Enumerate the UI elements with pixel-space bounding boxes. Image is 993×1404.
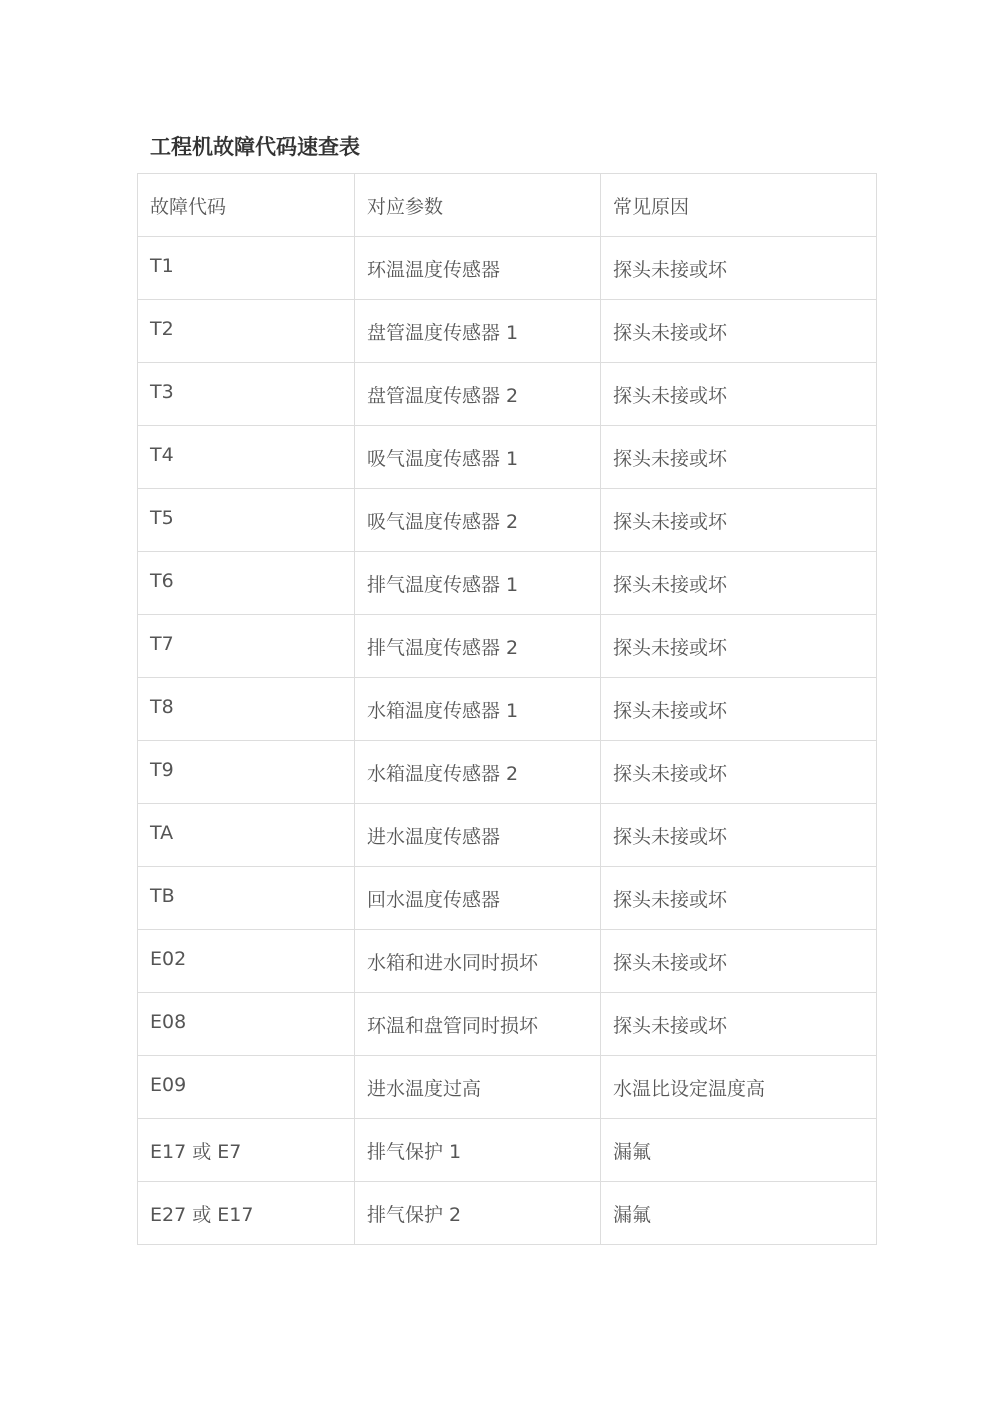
parameter-cell: 进水温度传感器 (355, 804, 601, 867)
parameter-cell: 水箱温度传感器 2 (355, 741, 601, 804)
cause-cell: 探头未接或坏 (601, 363, 877, 426)
parameter-cell: 进水温度过高 (355, 1056, 601, 1119)
cause-cell: 探头未接或坏 (601, 615, 877, 678)
parameter-cell: 水箱温度传感器 1 (355, 678, 601, 741)
document-title: 工程机故障代码速查表 (150, 135, 360, 159)
cause-cell: 探头未接或坏 (601, 237, 877, 300)
parameter-cell: 排气温度传感器 2 (355, 615, 601, 678)
fault-code-table (137, 173, 877, 1245)
table-row (138, 300, 877, 363)
cause-cell: 探头未接或坏 (601, 741, 877, 804)
cause-cell: 漏氟 (601, 1182, 877, 1245)
fault-code-cell: T8 (138, 678, 355, 741)
fault-code-cell: E09 (138, 1056, 355, 1119)
cause-cell: 探头未接或坏 (601, 867, 877, 930)
header-common-cause: 常见原因 (601, 174, 877, 237)
parameter-cell: 吸气温度传感器 1 (355, 426, 601, 489)
cause-cell: 探头未接或坏 (601, 678, 877, 741)
fault-code-cell: T5 (138, 489, 355, 552)
table-row (138, 741, 877, 804)
table-row (138, 930, 877, 993)
table-row (138, 1119, 877, 1182)
parameter-cell: 环温温度传感器 (355, 237, 601, 300)
cause-cell: 探头未接或坏 (601, 300, 877, 363)
cause-cell: 探头未接或坏 (601, 993, 877, 1056)
parameter-cell: 排气保护 1 (355, 1119, 601, 1182)
table-row (138, 363, 877, 426)
parameter-cell: 排气保护 2 (355, 1182, 601, 1245)
parameter-cell: 盘管温度传感器 1 (355, 300, 601, 363)
fault-code-cell: T3 (138, 363, 355, 426)
table-row (138, 1056, 877, 1119)
parameter-cell: 回水温度传感器 (355, 867, 601, 930)
cause-cell: 探头未接或坏 (601, 426, 877, 489)
table-row (138, 804, 877, 867)
parameter-cell: 环温和盘管同时损坏 (355, 993, 601, 1056)
table-row (138, 615, 877, 678)
cause-cell: 探头未接或坏 (601, 489, 877, 552)
table-row (138, 993, 877, 1056)
header-fault-code: 故障代码 (138, 174, 355, 237)
fault-code-cell: E02 (138, 930, 355, 993)
cause-cell: 漏氟 (601, 1119, 877, 1182)
table-row (138, 867, 877, 930)
parameter-cell: 吸气温度传感器 2 (355, 489, 601, 552)
fault-code-cell: T6 (138, 552, 355, 615)
cause-cell: 水温比设定温度高 (601, 1056, 877, 1119)
fault-code-cell: T2 (138, 300, 355, 363)
parameter-cell: 盘管温度传感器 2 (355, 363, 601, 426)
fault-code-cell: TA (138, 804, 355, 867)
fault-code-cell: T9 (138, 741, 355, 804)
parameter-cell: 排气温度传感器 1 (355, 552, 601, 615)
cause-cell: 探头未接或坏 (601, 804, 877, 867)
table-row (138, 237, 877, 300)
table-row (138, 678, 877, 741)
fault-code-cell: E17 或 E7 (138, 1119, 355, 1182)
cause-cell: 探头未接或坏 (601, 552, 877, 615)
fault-code-cell: E08 (138, 993, 355, 1056)
header-parameter: 对应参数 (355, 174, 601, 237)
fault-code-cell: TB (138, 867, 355, 930)
table-row (138, 552, 877, 615)
cause-cell: 探头未接或坏 (601, 930, 877, 993)
table-row (138, 426, 877, 489)
table-header-row (138, 174, 877, 237)
table-row (138, 1182, 877, 1245)
fault-code-cell: T7 (138, 615, 355, 678)
fault-code-cell: E27 或 E17 (138, 1182, 355, 1245)
parameter-cell: 水箱和进水同时损坏 (355, 930, 601, 993)
fault-code-cell: T4 (138, 426, 355, 489)
table-row (138, 489, 877, 552)
fault-code-cell: T1 (138, 237, 355, 300)
